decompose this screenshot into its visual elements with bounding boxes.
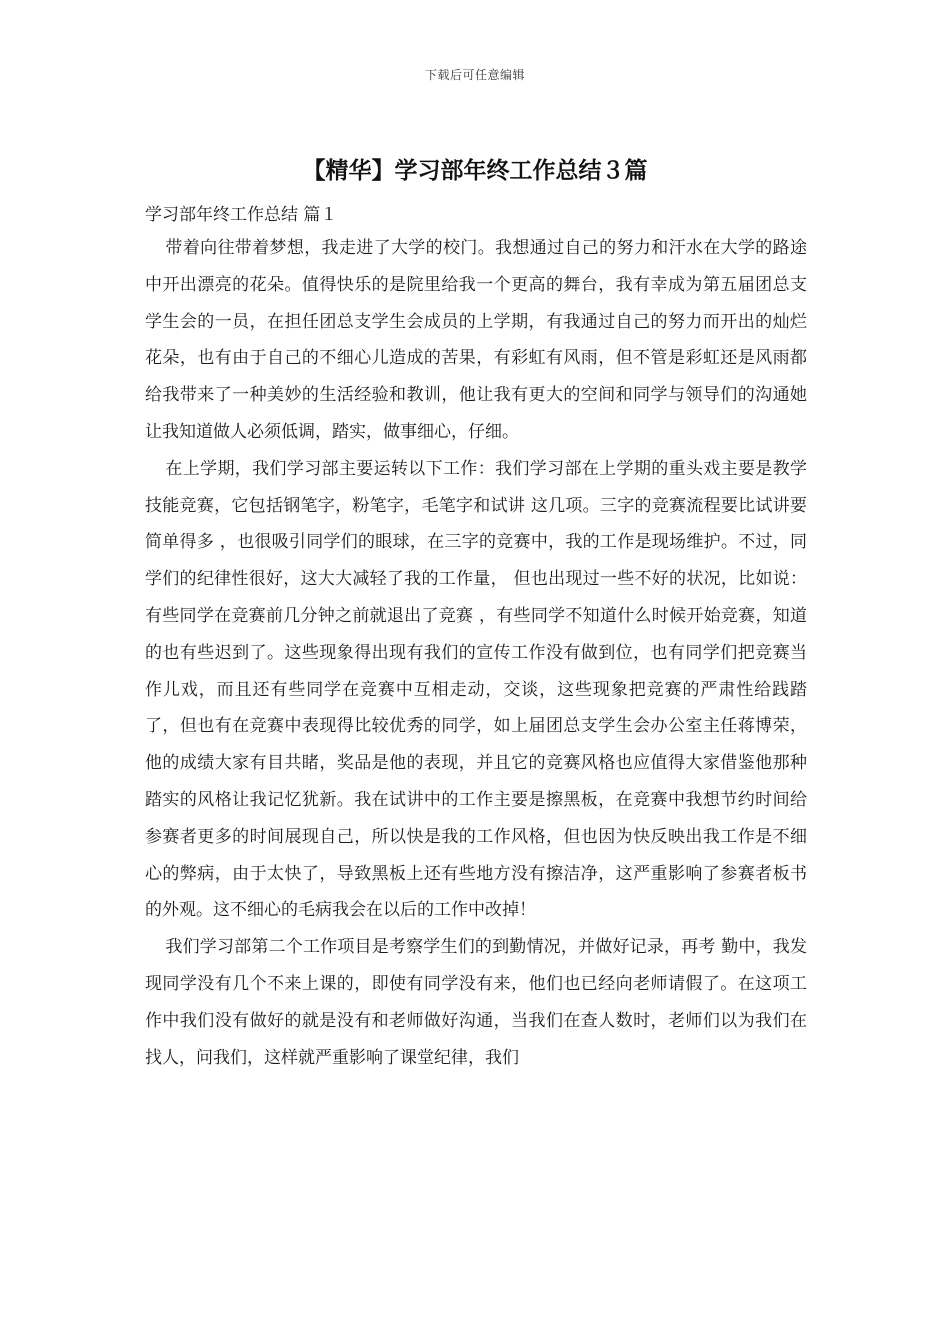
section-subtitle: 学习部年终工作总结 篇１ [145,205,338,225]
paragraph-3: 我们学习部第二个工作项目是考察学生们的到勤情况，并做好记录，再考 勤中，我发现同学没有几个不来上课的，即使有同学没有来，他们也已经向老师请假了。在这项工作中我们没有做好的就是没有和老师做好沟通，当我们在查人数时，老师们以为我们在找人，问我们，这样就严重影响了课堂纪律，我们 [145,937,807,1068]
page-header-note: 下载后可任意编辑 [424,68,525,82]
document-title: 【精华】学习部年终工作总结３篇 [302,158,648,184]
document-body [145,230,807,1076]
paragraph-1: 带着向往带着梦想，我走进了大学的校门。我想通过自己的努力和汗水在大学的路途中开出漂亮的花朵。值得快乐的是院里给我一个更高的舞台，我有幸成为第五届团总支学生会的一员，在担任团总支学生会成员的上学期，有我通过自己的努力而开出的灿烂花朵，也有由于自己的不细心儿造成的苦果，有彩虹有风雨，但不管是彩虹还是风雨都给我带来了一种美妙的生活经验和教训，他让我有更大的空间和同学与领导们的沟通她让我知道做人必须低调，踏实，做事细心，仔细。 [145,238,807,442]
paragraph-2: 在上学期，我们学习部主要运转以下工作：我们学习部在上学期的重头戏主要是教学技能竞赛，它包括钢笔字，粉笔字，毛笔字和试讲 这几项。三字的竞赛流程要比试讲要简单得多 ，也很吸引同学们的眼球，在三字的竞赛中，我的工作是现场维护。不过，同学们的纪律性很好，这大大减轻了我的工作量， 但也出现过一些不好的状况，比如说：有些同学在竞赛前几分钟之前就退出了竞赛 ，有些同学不知道什么时候开始竞赛，知道的也有些迟到了。这些现象得出现有我们的宣传工作没有做到位，也有同学们把竞赛当作儿戏，而且还有些同学在竞赛中互相走动，交谈，这些现象把竞赛的严肃性给践踏了，但也有在竞赛中表现得比较优秀的同学，如上届团总支学生会办公室主任蒋博荣，他的成绩大家有目共睹，奖品是他的表现，并且它的竞赛风格也应值得大家借鉴他那种踏实的风格让我记忆犹新。我在试讲中的工作主要是擦黑板，在竞赛中我想节约时间给参赛者更多的时间展现自己，所以快是我的工作风格，但也因为快反映出我工作是不细心的弊病，由于太快了，导致黑板上还有些地方没有擦洁净，这严重影响了参赛者板书的外观。这不细心的毛病我会在以后的工作中改掉！ [145,458,807,921]
